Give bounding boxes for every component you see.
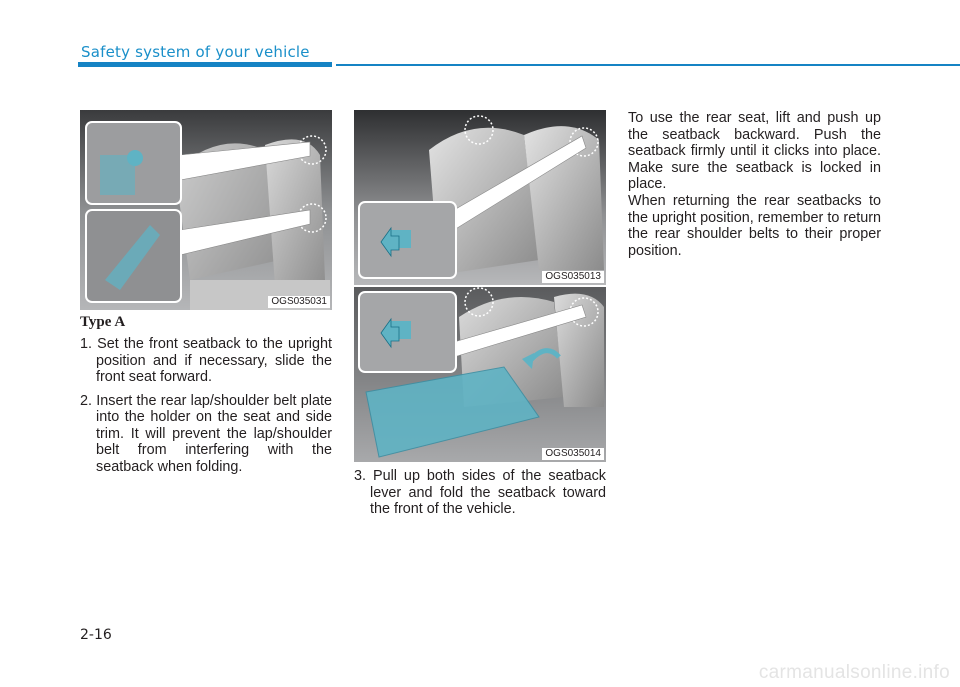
paragraph-return-belts: When returning the rear seatbacks to the upright position, remember to return the rear shoulder belts to their proper position. [628, 193, 881, 259]
seat-photo-illustration [354, 110, 606, 285]
step-3: 3. Pull up both sides of the seatback lever and fold the seatback toward the front of the vehicle. [354, 468, 606, 517]
step-1: 1. Set the front seatback to the upright position and if necessary, slide the front seat forward. [80, 336, 332, 385]
header-rule-thick [78, 62, 332, 67]
section-title: Safety system of your vehicle [81, 43, 310, 61]
paragraph-raise-seatback: To use the rear seat, lift and push up the seatback backward. Push the seatback firmly until it clicks into place. Make sure the seatback is locked in place. [628, 110, 881, 192]
figure-seatback-folded [354, 287, 606, 462]
type-heading: Type A [80, 314, 126, 330]
figure-code: OGS035031 [268, 296, 330, 308]
header-rule-thin [336, 64, 960, 66]
seat-photo-illustration [354, 287, 606, 462]
page-number: 2-16 [80, 627, 112, 643]
seat-photo-illustration [80, 110, 332, 310]
step-2: 2. Insert the rear lap/shoulder belt plate into the holder on the seat and side trim. It will prevent the lap/shoulder belt from interfering with the seatback when folding. [80, 392, 332, 475]
figure-seatback-lever [354, 110, 606, 285]
steps-column-1 [80, 336, 332, 482]
watermark: carmanualsonline.info [758, 662, 950, 683]
figure-rear-seat-belt-holder [80, 110, 332, 310]
figure-code: OGS035013 [542, 271, 604, 283]
figure-code: OGS035014 [542, 448, 604, 460]
steps-column-2 [354, 468, 606, 525]
